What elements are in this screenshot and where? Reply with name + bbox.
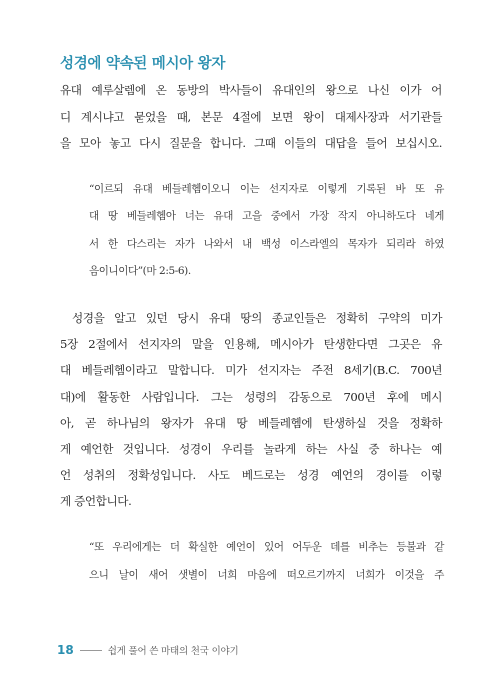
intro-line: 디 계시냐고 묻었을 때, 본문 4절에 보면 왕이 대제사장과 서기관들 [60,110,442,124]
body-line: 대)에 활동한 사람입니다. 그는 성령의 감동으로 700년 후에 메시 [60,390,442,404]
quote-line: 음이니이다”(마 2:5-6). [89,265,191,277]
body-line: 아, 곧 하나님의 왕자가 유대 땅 베들레헴에 탄생하실 것을 정확하 [60,416,442,430]
footer-rule [80,650,102,651]
intro-line: 유대 예루살렘에 온 동방의 박사들이 유대인의 왕으로 나신 이가 어 [60,83,442,97]
quote-line: 서 한 다스리는 자가 나와서 내 백성 이스라엘의 목자가 되리라 하였 [89,238,444,250]
body-line: 5장 2절에서 선지자의 말을 인용해, 메시아가 탄생한다면 그곳은 유 [60,337,442,351]
body-line: 게 증언합니다. [60,494,132,508]
page-number: 18 [57,643,74,657]
running-book-title: 쉽게 풀어 쓴 마태의 천국 이야기 [107,646,239,657]
quote-line: “이르되 유대 베들레헴이오니 이는 선지자로 이렇게 기록된 바 또 유 [89,183,444,195]
intro-line: 을 모아 놓고 다시 질문을 합니다. 그때 이들의 대답을 들어 보십시오. [60,136,442,150]
body-line: 언 성취의 정확성입니다. 사도 베드로는 성경 예언의 경이를 이렇 [60,468,442,482]
quote-line: 으니 날이 새어 샛별이 너희 마음에 떠오르기까지 너희가 이것을 주 [89,569,444,581]
quote-line: 대 땅 베들레헴아 너는 유대 고을 중에서 가장 작지 아니하도다 네게 [89,210,444,222]
section-title: 성경에 약속된 메시아 왕자 [60,56,226,72]
body-line: 대 베들레헴이라고 말합니다. 미가 선지자는 주전 8세기(B.C. 700년 [60,363,442,377]
body-line: 성경을 알고 있던 당시 유대 땅의 종교인들은 정확히 구약의 미가 [72,311,442,325]
page-footer [57,643,239,657]
quote-line: “또 우리에게는 더 확실한 예언이 있어 어두운 데를 비추는 등불과 같 [89,541,444,553]
body-line: 게 예언한 것입니다. 성경이 우리를 놀라게 하는 사실 중 하나는 예 [60,442,442,456]
